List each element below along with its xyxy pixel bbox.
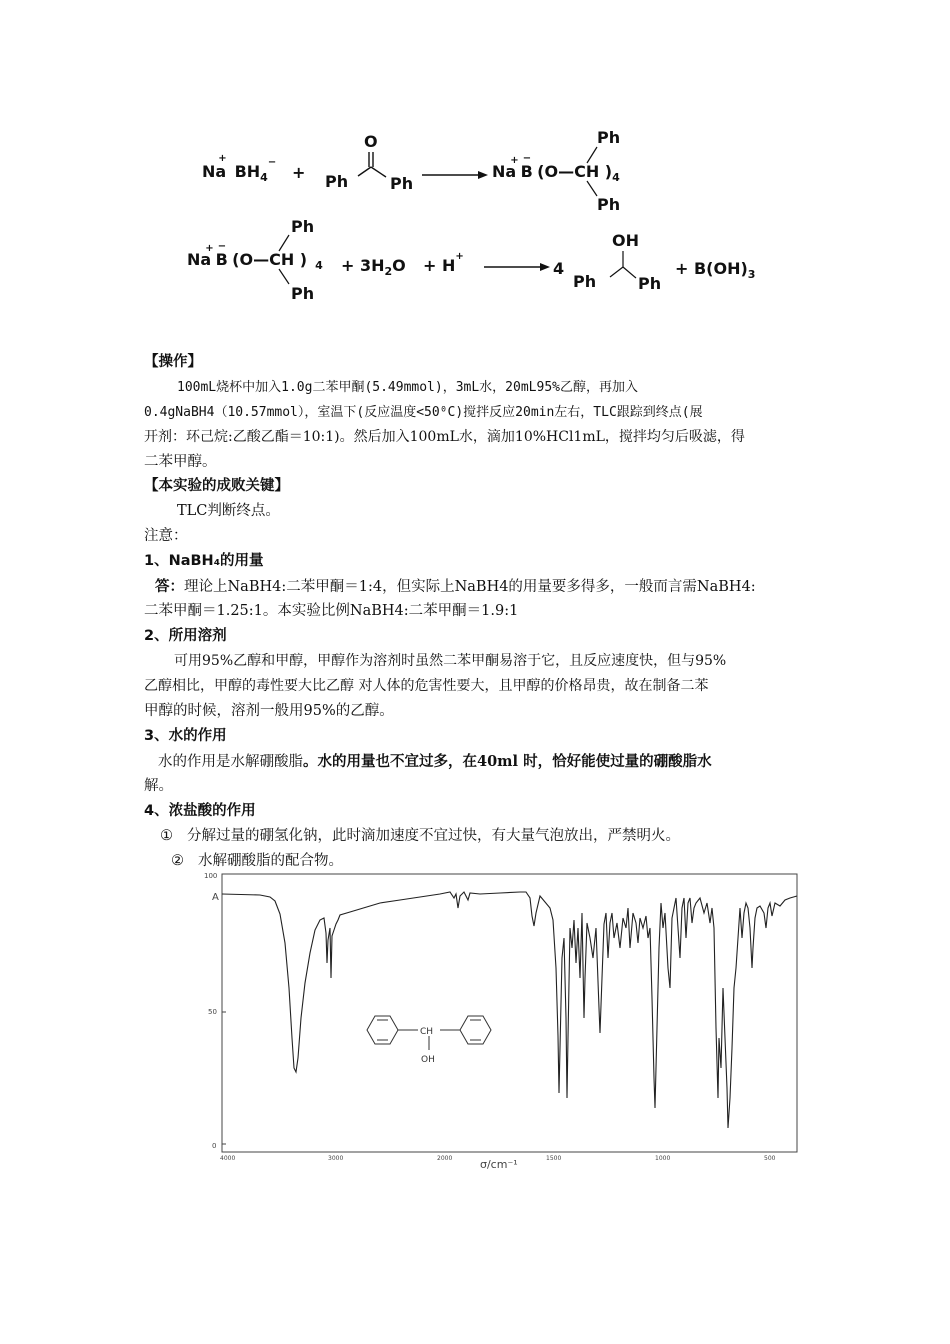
section-1-line-2: 二苯甲酮＝1.25:1。本实验比例NaBH4:二苯甲酮＝1.9:1 (144, 603, 519, 619)
section-1-line-1-text: 理论上NaBH4:二苯甲酮＝1:4，但实际上NaBH4的用量要多得多，一般而言需NaBH4: (184, 579, 756, 595)
section-1-title: 1、NaBH₄的用量 (144, 553, 264, 569)
op-line-2: 0.4gNaBH4（10.57mmol），室温下(反应温度<50⁰C)搅拌反应20min左右，TLC跟踪到终点(展 (144, 405, 703, 420)
water-term: + $3H_2O$ (341, 256, 406, 279)
phenyl-bottom-2: Ph (291, 284, 315, 303)
item-1-marker: ① (160, 828, 173, 844)
hydroxyl: OH (612, 231, 639, 250)
section-4-title: 4、浓盐酸的作用 (144, 803, 256, 819)
section-3-line-1a: 水的作用是水解硼酸脂 (158, 754, 303, 770)
item-2-marker: ② (171, 853, 184, 869)
oh-label: OH (421, 1055, 435, 1065)
section-2-line-1: 可用95%乙醇和甲醇，甲醇作为溶剂时虽然二苯甲酮易溶于它，且反应速度快，但与95% (174, 653, 727, 669)
op-line-1: 100mL烧杯中加入1.0g二苯甲酮(5.49mmol)，3mL水，20mL95%乙醇，再加入 (177, 380, 638, 395)
section-3-line-2: 解。 (144, 778, 173, 794)
x-axis-label: σ/cm⁻¹ (480, 1158, 518, 1171)
borate-bonds-2 (272, 233, 302, 288)
section-3-line-1 (158, 749, 712, 775)
x-tick-1000: 1000 (655, 1155, 671, 1162)
key-title: 【本实验的成败关键】 (144, 478, 289, 494)
plus-sign: + (292, 163, 306, 182)
item-1-text: 分解过量的硼氢化钠，此时滴加速度不宜过快，有大量气泡放出，严禁明火。 (187, 828, 680, 844)
x-tick-500: 500 (764, 1155, 776, 1162)
x-tick-2000: 2000 (437, 1155, 453, 1162)
reaction-arrow-2 (482, 260, 552, 274)
reactant-nabh4: $Na^+BH_4^-$ (202, 152, 277, 185)
phenyl-left-2: Ph (573, 272, 597, 291)
x-tick-4000: 4000 (220, 1155, 236, 1162)
y-label-bottom: 0 (212, 1142, 217, 1150)
borate-bonds-1 (580, 145, 610, 200)
phenyl-top: Ph (597, 128, 621, 147)
phenyl-right-2: Ph (638, 274, 662, 293)
borate-product: Na+B−(O—CH )$_4$ (492, 152, 620, 185)
section-2-line-2: 乙醇相比，甲醇的毒性要大比乙醇 对人体的危害性要大，且甲醇的价格昂贵，故在制备二苯 (144, 678, 709, 694)
phenyl-left: Ph (325, 172, 349, 191)
section-3-title: 3、水的作用 (144, 728, 227, 744)
section-4-item-1 (160, 824, 680, 849)
section-3-line-1b: 。水的用量也不宜过多，在40ml 时，恰好能使过量的硼酸脂水 (303, 753, 712, 770)
x-tick-3000: 3000 (328, 1155, 344, 1162)
ir-spectrum (200, 868, 800, 1174)
phenyl-top-2: Ph (291, 217, 315, 236)
section-2-title: 2、所用溶剂 (144, 628, 227, 644)
phenyl-bottom: Ph (597, 195, 621, 214)
note-label: 注意： (144, 528, 188, 544)
key-text: TLC判断终点。 (177, 503, 280, 519)
x-tick-1500: 1500 (546, 1155, 562, 1162)
ch-label: CH (420, 1027, 434, 1037)
op-line-3: 开剂：环己烷:乙酸乙酯＝10:1)。然后加入100mL水，滴加10%HCl1mL，搅拌均匀后吸滤，得 (144, 429, 745, 445)
carbonyl-oxygen: O (364, 132, 378, 151)
op-line-4: 二苯甲醇。 (144, 454, 217, 470)
section-2-line-3: 甲醇的时候，溶剂一般用95%的乙醇。 (144, 703, 394, 719)
acid-term: + H+ (423, 250, 464, 275)
ir-trace (222, 892, 797, 1128)
item-2-text: 水解硼酸脂的配合物。 (198, 853, 343, 869)
op-title: 【操作】 (144, 354, 202, 370)
reaction-arrow-1 (420, 168, 490, 182)
y-label-top: 100 (204, 872, 218, 880)
answer-label: 答： (155, 578, 184, 595)
y-label-a: A (212, 892, 219, 903)
boric-acid: + $B(OH)_3$ (675, 259, 756, 282)
borate-reactant: Na+B−(O—CH ) $_4$ (187, 240, 323, 273)
benzhydrol-bonds (590, 245, 660, 285)
y-label-mid: 50 (208, 1008, 217, 1016)
coefficient: 4 (553, 259, 565, 278)
section-1-line-1 (155, 574, 756, 600)
phenyl-right: Ph (390, 174, 414, 193)
benzophenone-bonds (340, 140, 410, 185)
